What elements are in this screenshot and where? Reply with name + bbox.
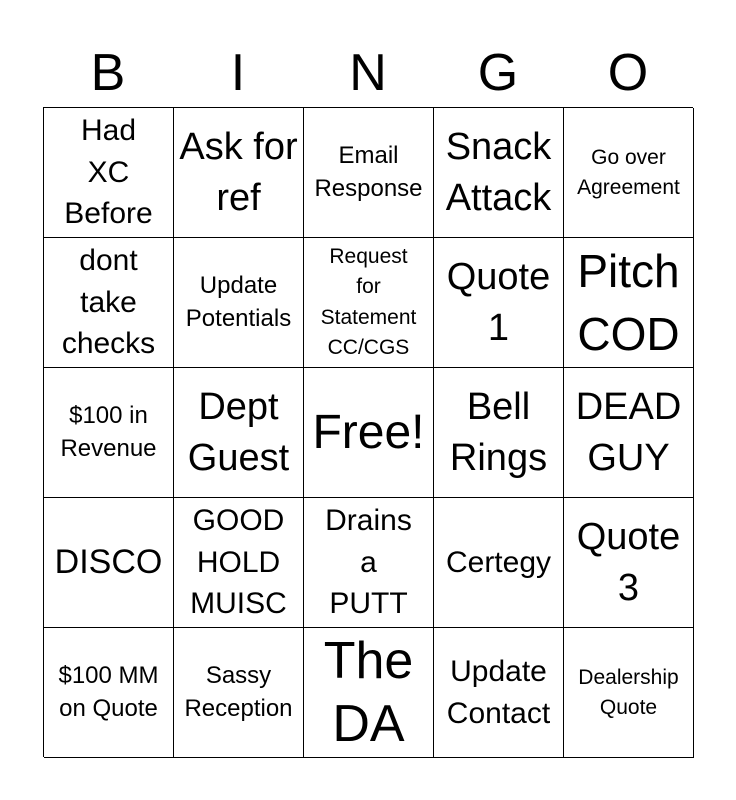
cell-text: DISCO [54, 543, 163, 582]
cell-text: Update Contact [446, 655, 551, 730]
cell-text: The DA [323, 632, 414, 753]
cell-text: Email Response [314, 142, 423, 202]
cell-text: Update Potentials [185, 272, 292, 332]
bingo-cell[interactable] [44, 368, 174, 498]
bingo-cell[interactable] [434, 498, 564, 628]
bingo-cell[interactable] [174, 628, 304, 758]
cell-text: Quote 1 [446, 256, 551, 349]
bingo-cell[interactable] [564, 108, 694, 238]
cell-text: Snack Attack [445, 126, 552, 219]
bingo-cell[interactable] [564, 498, 694, 628]
bingo-cell[interactable] [44, 498, 174, 628]
cell-text: DEAD GUY [575, 386, 682, 479]
cell-text: Ask for ref [179, 126, 298, 219]
cell-text: Dept Guest [187, 386, 290, 479]
bingo-cell[interactable] [174, 498, 304, 628]
bingo-cell[interactable] [304, 498, 434, 628]
header-letter-g: G [477, 44, 519, 102]
cell-text: Certegy [445, 545, 552, 579]
free-space-cell[interactable] [304, 368, 434, 498]
cell-text: $100 in Revenue [60, 402, 157, 462]
cell-text: Request for Statement CC/CGS [320, 244, 417, 359]
bingo-cell[interactable] [44, 238, 174, 368]
bingo-cell[interactable] [174, 238, 304, 368]
cell-text: Had XC Before [64, 114, 153, 231]
bingo-cell[interactable] [44, 108, 174, 238]
cell-text: Dealership Quote [578, 666, 679, 719]
header-letter-n: N [349, 44, 387, 102]
bingo-cell[interactable] [434, 628, 564, 758]
cell-text: Sassy Reception [184, 662, 293, 722]
header-letter-b: B [90, 44, 126, 102]
bingo-cell[interactable] [44, 628, 174, 758]
cell-text: Pitch COD [577, 245, 680, 360]
bingo-cell[interactable] [434, 238, 564, 368]
cell-text: dont take checks [61, 244, 156, 361]
bingo-cell[interactable] [564, 238, 694, 368]
free-space-label: Free! [312, 405, 425, 459]
bingo-cell[interactable] [304, 628, 434, 758]
bingo-cell[interactable] [174, 368, 304, 498]
bingo-cell[interactable] [304, 238, 434, 368]
bingo-header [43, 38, 693, 108]
bingo-cell[interactable] [564, 368, 694, 498]
cell-text: GOOD HOLD MUISC [190, 504, 287, 621]
bingo-cell[interactable] [564, 628, 694, 758]
cell-text: Drains a PUTT [325, 504, 412, 621]
bingo-cell[interactable] [174, 108, 304, 238]
cell-text: $100 MM on Quote [58, 662, 159, 722]
cell-text: Quote 3 [576, 516, 681, 609]
cell-text: Bell Rings [449, 386, 548, 479]
header-letter-o: O [607, 44, 649, 102]
bingo-cell[interactable] [434, 368, 564, 498]
header-letter-i: I [230, 44, 246, 102]
cell-text: Go over Agreement [577, 146, 680, 199]
bingo-card [43, 107, 693, 757]
bingo-cell[interactable] [434, 108, 564, 238]
bingo-cell[interactable] [304, 108, 434, 238]
